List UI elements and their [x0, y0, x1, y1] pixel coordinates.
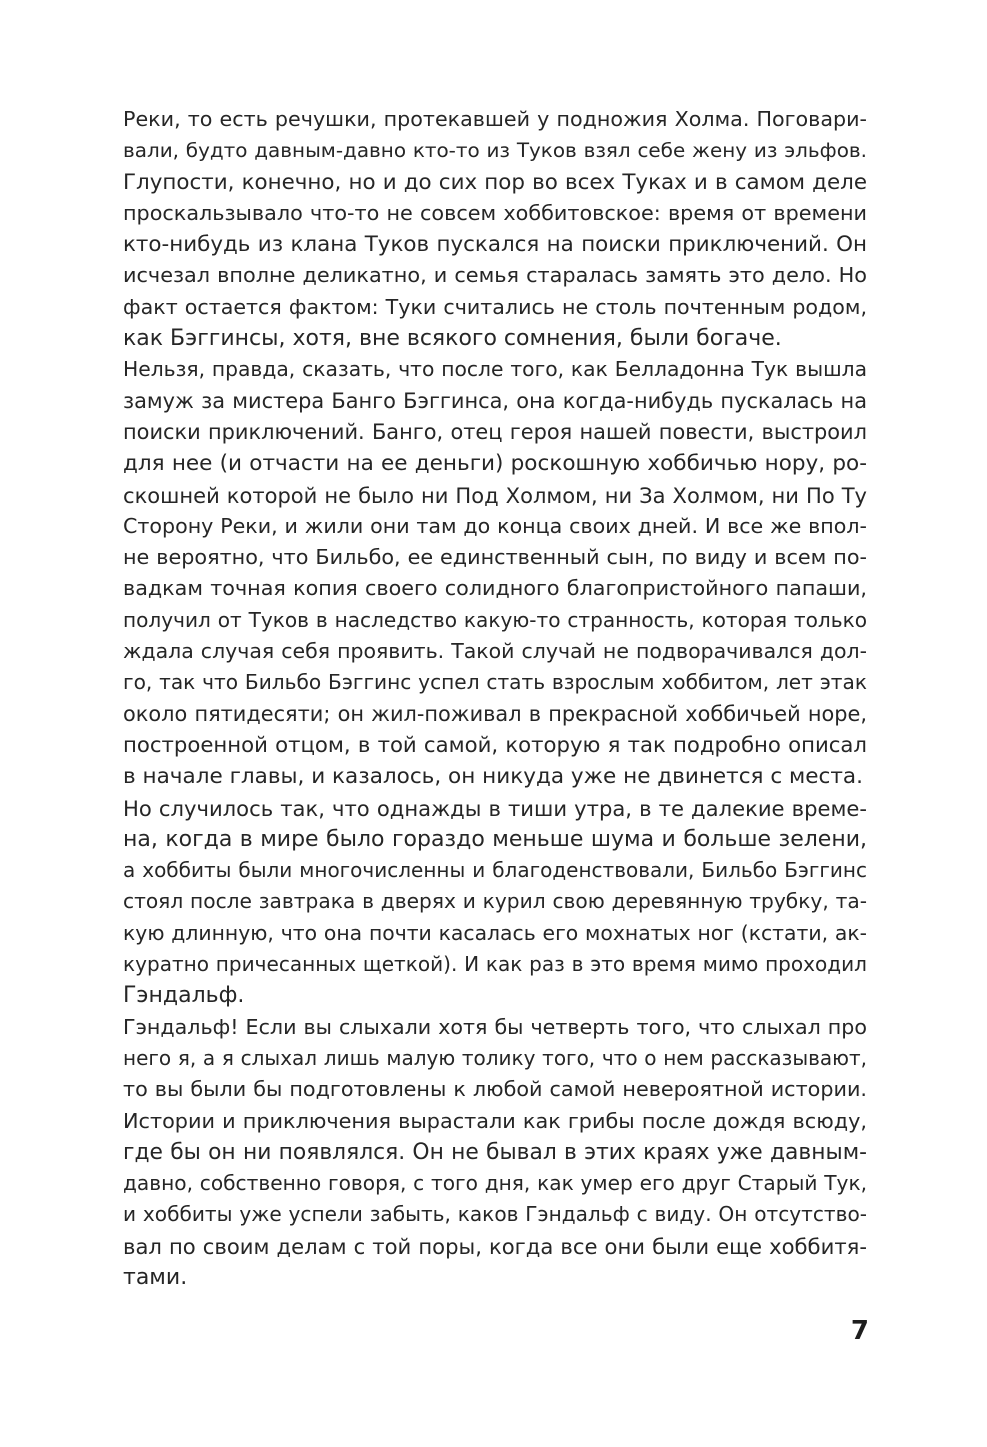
- text-line: давно, собственно говоря, с того дня, как умер его друг Старый Тук,: [123, 1171, 867, 1196]
- text-line: для нее (и отчасти на ее деньги) роскошную хоббичью нору, ро-: [123, 451, 867, 477]
- text-line: Реки, то есть речушки, протекавшей у подножия Холма. Поговари-: [123, 107, 867, 131]
- text-line: факт остается фактом: Туки считались не столь почтенным родом,: [123, 294, 867, 319]
- text-line: куратно причесанных щеткой). И как раз в это время мимо проходил: [123, 952, 867, 977]
- text-line: вали, будто давным-давно кто-то из Туков взял себе жену из эльфов.: [123, 138, 867, 163]
- text-line: как Бэггинсы, хотя, вне всякого сомнения, были богаче.: [123, 326, 782, 352]
- text-line: вал по своим делам с той поры, когда все они были еще хоббитя-: [123, 1233, 867, 1259]
- text-line: исчезал вполне деликатно, и семья старалась замять это дело. Но: [123, 263, 867, 288]
- text-line: Нельзя, правда, сказать, что после того, как Белладонна Тук вышла: [123, 357, 867, 382]
- text-line: проскальзывало что-то не совсем хоббитовское: время от времени: [123, 200, 867, 225]
- text-line: не вероятно, что Бильбо, ее единственный сын, по виду и всем по-: [123, 545, 867, 570]
- paragraph-3: [123, 793, 867, 1012]
- text-line: на, когда в мире было гораздо меньше шума и больше зелени,: [123, 826, 867, 852]
- text-line: Гэндальф! Если вы слыхали хотя бы четверть того, что слыхал про: [123, 1014, 867, 1039]
- text-line: кто-нибудь из клана Туков пускался на поиски приключений. Он: [123, 232, 867, 258]
- text-line: Но случилось так, что однажды в тиши утра, в те далекие време-: [123, 795, 867, 821]
- text-line: него я, а я слыхал лишь малую толику того, что о нем рассказывают,: [123, 1045, 867, 1070]
- paragraph-1: [123, 104, 867, 354]
- text-line: кую длинную, что она почти касалась его мохнатых ног (кстати, ак-: [123, 920, 867, 945]
- page-body-text: [123, 104, 867, 1293]
- text-line: скошней которой не было ни Под Холмом, ни За Холмом, ни По Ту: [123, 482, 867, 508]
- text-line: Истории и приключения вырастали как грибы после дождя всюду,: [123, 1108, 867, 1133]
- text-line: построенной отцом, в той самой, которую я так подробно описал: [123, 732, 867, 758]
- text-line: го, так что Бильбо Бэггинс успел стать взрослым хоббитом, лет этак: [123, 670, 867, 695]
- page-number: 7: [850, 1316, 869, 1346]
- text-line: вадкам точная копия своего солидного благопристойного папаши,: [123, 576, 867, 601]
- text-line: где бы он ни появлялся. Он не бывал в этих краях уже давным-: [123, 1139, 867, 1165]
- text-line: ждала случая себя проявить. Такой случай не подворачивался дол-: [123, 639, 867, 664]
- paragraph-4: [123, 1012, 867, 1294]
- paragraph-2: [123, 354, 867, 792]
- text-line: замуж за мистера Банго Бэггинса, она когда-нибудь пускалась на: [123, 388, 867, 413]
- text-line: Гэндальф.: [123, 983, 245, 1009]
- text-line: стоял после завтрака в дверях и курил свою деревянную трубку, та-: [123, 889, 867, 914]
- text-line: тами.: [123, 1264, 188, 1290]
- text-line: и хоббиты уже успели забыть, каков Гэндальф с виду. Он отсутство-: [123, 1202, 867, 1227]
- text-line: а хоббиты были многочисленны и благоденствовали, Бильбо Бэггинс: [123, 858, 867, 883]
- text-line: в начале главы, и казалось, он никуда уже не двинется с места.: [123, 764, 863, 790]
- text-line: получил от Туков в наследство какую-то странность, которая только: [123, 607, 867, 632]
- text-line: то вы были бы подготовлены к любой самой невероятной истории.: [123, 1077, 867, 1102]
- text-line: Глупости, конечно, но и до сих пор во всех Туках и в самом деле: [123, 169, 867, 195]
- text-line: поиски приключений. Банго, отец героя нашей повести, выстроил: [123, 419, 867, 444]
- text-line: Сторону Реки, и жили они там до конца своих дней. И все же впол-: [123, 513, 867, 538]
- text-line: около пятидесяти; он жил-поживал в прекрасной хоббичьей норе,: [123, 701, 867, 726]
